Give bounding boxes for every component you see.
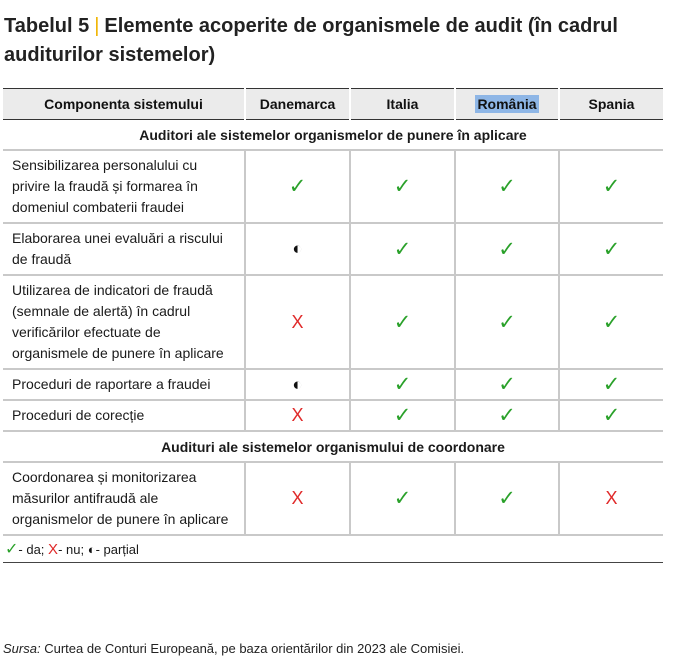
section-row [3,120,663,151]
source-text: Curtea de Conturi Europeană, pe baza orientărilor din 2023 ale Comisiei. [44,641,465,656]
cell-romania [455,150,559,223]
check-icon: ✓ [498,487,516,510]
cell-spania [559,275,663,369]
cell-danemarca [245,150,350,223]
cell-romania [455,462,559,535]
legend [3,535,663,563]
cell-danemarca [245,223,350,275]
legend-row [3,535,663,563]
row-label: Coordonarea și monitorizarea măsurilor antifraudă ale organismelor de punere în aplicare [3,462,245,535]
cell-italia [350,275,455,369]
table-body [3,120,663,536]
cell-italia [350,223,455,275]
check-icon: ✓ [393,175,412,198]
table-row [3,223,663,275]
half-circle-icon: ◐ [292,374,303,394]
cell-spania [559,150,663,223]
cross-icon: X [605,488,618,508]
check-icon: ✓ [602,237,621,261]
column-header-component: Componenta sistemului [3,89,245,120]
table-row [3,150,663,223]
check-icon: ✓ [393,310,412,334]
check-icon: ✓ [288,175,307,198]
source-note [3,641,464,656]
cross-icon: X [48,541,59,558]
check-icon: ✓ [602,404,621,427]
cross-icon: X [291,405,304,425]
check-icon: ✓ [5,541,19,558]
table-row [3,462,663,535]
cell-romania [455,223,559,275]
column-header-spania: Spania [559,89,663,120]
table-row [3,275,663,369]
cell-italia [350,462,455,535]
check-icon: ✓ [602,310,621,334]
row-label: Proceduri de raportare a fraudei [3,369,245,400]
section-row [3,431,663,462]
cell-danemarca [245,369,350,400]
cell-spania [559,400,663,431]
romania-highlight: România [477,96,537,112]
check-icon: ✓ [393,487,412,510]
table-title-label: Tabelul 5 [4,15,90,37]
column-header-danemarca: Danemarca [245,89,350,120]
check-icon: ✓ [602,175,621,198]
half-circle-icon: ◐ [87,542,96,557]
source-prefix: Sursa: [3,641,41,656]
cross-icon: X [291,311,304,332]
legend-yes: - da; [18,542,45,557]
cell-danemarca [245,400,350,431]
column-header-romania [455,89,559,120]
check-icon: ✓ [498,373,516,396]
table-row [3,369,663,400]
check-icon: ✓ [498,310,516,334]
cell-spania [559,369,663,400]
table-title [4,12,684,70]
check-icon: ✓ [498,237,516,261]
cell-romania [455,275,559,369]
legend-no: - nu; [58,542,85,557]
table-row [3,400,663,431]
row-label: Proceduri de corecție [3,400,245,431]
cell-italia [350,400,455,431]
header-row [3,89,663,120]
check-icon: ✓ [602,373,621,396]
check-icon: ✓ [498,175,516,198]
table-title-text: Elemente acoperite de organismele de audit (în cadrul auditurilor sistemelor) [4,15,618,66]
table-container [3,88,663,563]
section-heading: Auditori ale sistemelor organismelor de punere în aplicare [3,120,663,151]
cell-italia [350,369,455,400]
row-label: Elaborarea unei evaluări a riscului de fraudă [3,223,245,275]
section-heading: Audituri ale sistemelor organismului de coordonare [3,431,663,462]
row-label: Sensibilizarea personalului cu privire la fraudă și formarea în domeniul combaterii fraudei [3,150,245,223]
check-icon: ✓ [393,404,412,427]
check-icon: ✓ [393,237,412,261]
cell-spania [559,223,663,275]
audit-coverage-table [3,88,663,563]
column-header-italia: Italia [350,89,455,120]
row-label: Utilizarea de indicatori de fraudă (semnale de alertă) în cadrul verificărilor efectuate de organismele de punere în aplicare [3,275,245,369]
cell-danemarca [245,462,350,535]
cell-italia [350,150,455,223]
cross-icon: X [291,488,304,508]
half-circle-icon: ◐ [292,239,303,258]
title-separator: | [94,15,100,37]
check-icon: ✓ [498,404,516,427]
legend-partial: - parțial [95,542,139,557]
cell-danemarca [245,275,350,369]
cell-romania [455,369,559,400]
cell-spania [559,462,663,535]
check-icon: ✓ [393,373,412,396]
cell-romania [455,400,559,431]
